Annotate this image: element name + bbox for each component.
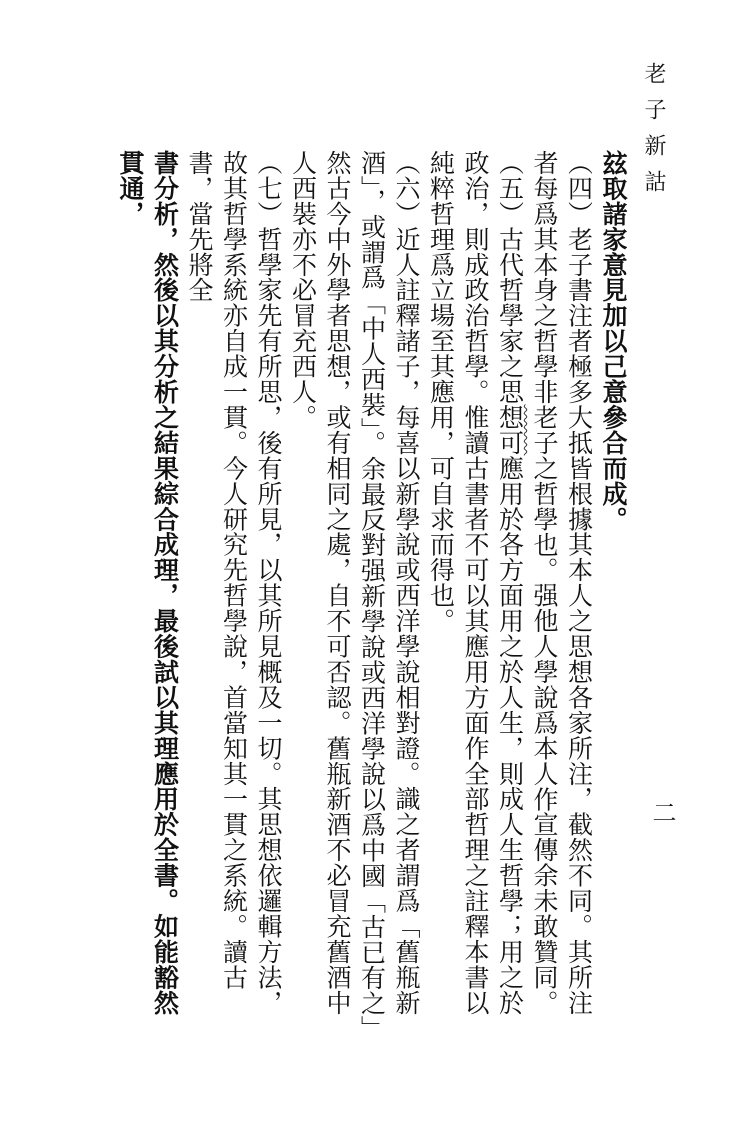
text-segment: （六）近人註釋諸子，每喜以新學說或西洋學說相對證。識之者謂爲「舊瓶新酒」，或謂爲「中人西裝」。余最反對强新學說或西洋學說以爲中國「古已有之」然古今中外學者思想，或有相同之處，自不可否認。舊瓶新酒不必冒充舊酒中人西裝亦不必冒充西人。 (288, 150, 421, 1029)
paragraph-item-5 (423, 150, 527, 1030)
text-segment: （四）老子書注者極多大抵皆根據其本人之思想各家所注，截然不同。其所注者每爲其本身之哲學非 (530, 150, 594, 1016)
text-segment: （七）哲學家先有所思，後有所見，以其所見概及一切。其思想依邏輯方法，故其哲學系統亦自成一貫。今人研究先哲學說，首當知其一貫之系統。讀古書，當先將全 (185, 150, 283, 1016)
wavy-underlined-name: 老子 (530, 404, 559, 456)
text-segment: 之哲學也。强他人學說爲本人作宣傳余未敢贊同。 (530, 455, 559, 1016)
paragraph-intro (596, 150, 631, 1030)
paragraph-item-7-continued (113, 150, 182, 1030)
page-number: 二 (648, 800, 676, 824)
text-segment: 玆取諸家意見加以己意參合而成。 (599, 150, 628, 532)
text-segment: 書分析，然後以其分析之結果綜合成理，最後試以其理應用於全書。如能豁然貫通， (116, 150, 180, 1016)
text-segment: （五）古代哲學家之思想可應用於各方面用之於人生，則成人生哲學；用之於政治，則成政治哲學。惟讀古書者不可以其應用方面作全部哲理之註釋本書以純粹哲理爲立場至其應用，可自求而得也。 (426, 150, 525, 1016)
paragraph-item-7 (182, 150, 286, 1030)
paragraph-item-6 (285, 150, 423, 1030)
paragraph-item-4 (527, 150, 596, 1030)
body-text (60, 150, 630, 1030)
running-title: 老子新詁 (641, 62, 666, 206)
